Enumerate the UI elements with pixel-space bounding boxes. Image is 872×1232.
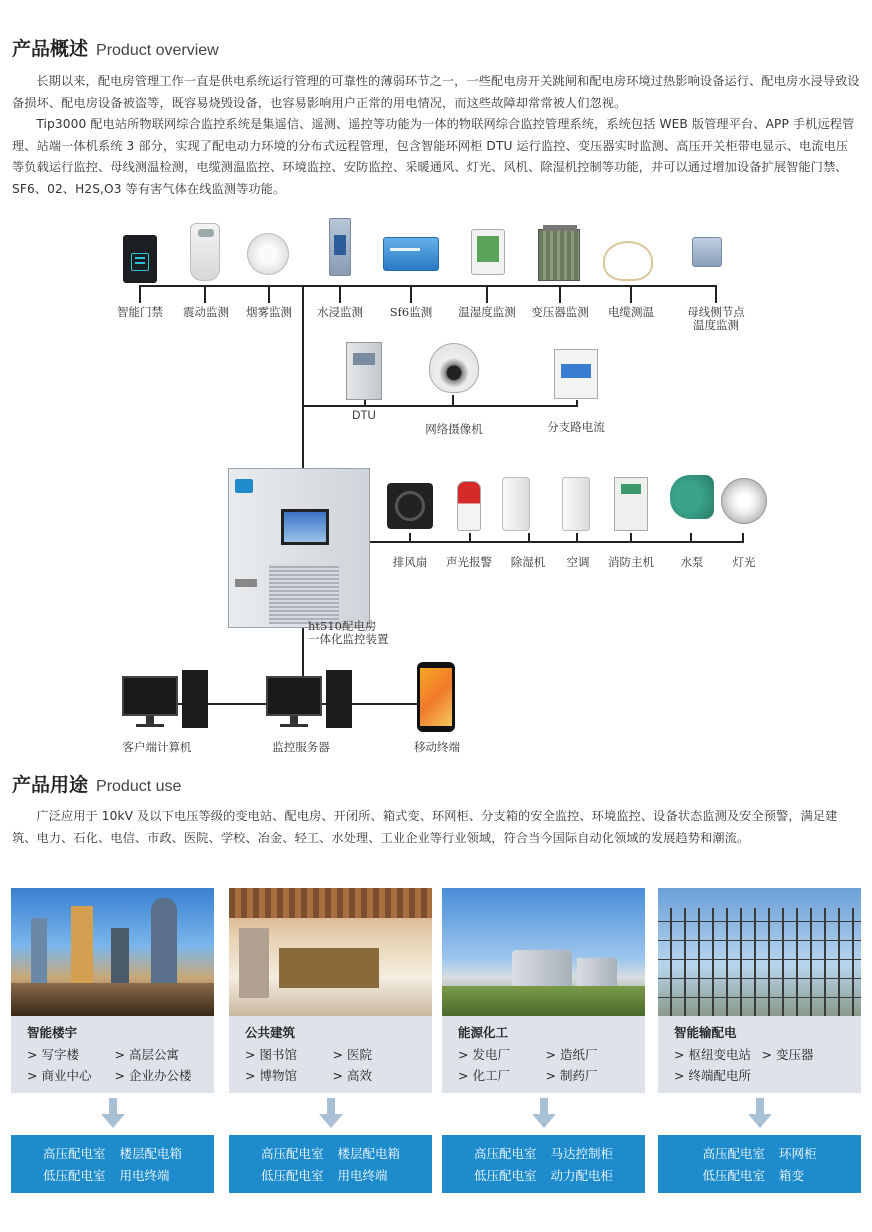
sf6-sensor-node [382,237,440,271]
card-item: > 高层公寓 [114,1047,179,1062]
box-item: 低压配电室 [42,1168,106,1183]
box-item: 高压配电室 [260,1146,324,1161]
overview-paragraph-2: Tip3000 配电站所物联网综合监控系统是集遥信、遥测、遥控等功能为一体的物联网综合监控管理系统，系统包括 WEB 版管理平台、APP 手机远程管理、站端一体机系统 3 部分，实现了配电动力环境的分布式远程管理，包含智能环网柜 DTU 运行监控、变压器实时监测、高压开关柜带电显示、电流电压等负载运行监控、母线测温检测，电缆测温监控、环境监控、安防监控、采暖通风、灯光、风机、除湿机控制等功能，并可以通过增加设备扩展智能门禁、SF6、02、H2S,O3 等有害气体在线监测等功能。 [12,117,855,196]
down-arrow-icon [101,1098,125,1128]
access-control-node [114,235,166,283]
overview-heading [12,34,219,61]
chemical-plant-photo [442,888,645,1016]
overview-title-cn: 产品概述 [12,38,89,60]
overview-title-en: Product overview [96,42,219,59]
label-sf6: Sf6监测 [389,305,433,319]
label-fire-host: 消防主机 [608,555,654,569]
card-item: > 高效 [332,1068,372,1083]
system-diagram [0,215,872,760]
box-item: 低压配电室 [260,1168,324,1183]
alarm-icon [457,481,481,531]
transformer-node [537,229,581,281]
label-access-control: 智能门禁 [117,305,163,319]
box-item: 楼层配电箱 [337,1146,401,1161]
use-paragraph: 广泛应用于 10kV 及以下电压等级的变电站、配电房、开闭所、箱式变、环网柜、分支箱的安全监控、环境监控、设备状态监测及安全预警，满足建筑、电力、石化、电信、市政、医院、学校、冶金、轻工、水处理、工业企业等行业领域，符合当今国际自动化领域的发展趋势和潮流。 [12,809,838,845]
water-pump-node [668,475,716,519]
touch-screen [281,509,329,545]
label-client-computer: 客户端计算机 [122,740,192,754]
card-item: > 造纸厂 [545,1047,598,1062]
box-item: 低压配电室 [473,1168,537,1183]
box-item: 动力配电柜 [550,1168,614,1183]
label-air-conditioner: 空调 [566,555,590,569]
water-sensor-icon [329,218,351,276]
box-item: 箱变 [779,1168,805,1183]
fire-host-node [612,477,650,531]
cable-temp-node [600,241,656,281]
substation-photo [658,888,861,1016]
label-busbar-2: 温度监测 [693,318,739,332]
box-item: 高压配电室 [42,1146,106,1161]
label-server: 监控服务器 [272,740,330,754]
box-item: 马达控制柜 [550,1146,614,1161]
label-device-2: 一体化监控装置 [308,632,389,646]
box-item: 低压配电室 [702,1168,765,1183]
distribution-box-smart-building [11,1135,214,1193]
label-branch-current: 分支路电流 [547,420,605,434]
lamp-node [720,478,768,524]
client-computer-icon [122,670,212,730]
branch-current-node [540,349,612,434]
label-smoke: 烟雾监测 [246,305,292,319]
server-icon [266,670,356,730]
temp-humidity-node [470,229,506,275]
use-heading [12,770,181,797]
card-title: 智能楼宇 [27,1025,78,1040]
label-transformer: 变压器监测 [531,305,589,319]
card-smart-transmission [658,888,861,1093]
card-item: > 制药厂 [545,1068,598,1083]
overview-paragraph-1: 长期以来，配电房管理工作一直是供电系统运行管理的可靠性的薄弱环节之一，一些配电房开关跳闸和配电房环境过热影响设备运行、配电房水浸导致设备损坏、配电房设备被盗等，既容易烧毁设备，也容易影响用户正常的用电情况，而这些故障却常常被人们忽视。 [12,74,860,110]
card-item: > 发电厂 [458,1047,510,1062]
alarm-node [454,481,484,531]
card-item: > 化工厂 [458,1068,510,1083]
label-mobile-terminal: 移动终端 [414,740,460,754]
busbar-temp-node [676,237,738,267]
card-energy-chemical [442,888,645,1093]
distribution-box-energy-chemical [442,1135,645,1193]
box-item: 用电终端 [119,1168,170,1183]
cable-temp-icon [603,241,653,281]
card-item: > 枢纽变电站 [674,1047,751,1062]
card-item: > 博物馆 [245,1068,297,1083]
label-busbar-1: 母线侧节点 [687,305,745,319]
card-item [762,1066,850,1084]
label-water: 水浸监测 [317,305,363,319]
card-public-building [229,888,432,1093]
label-dehumidifier: 除湿机 [510,555,546,569]
access-control-icon [123,235,157,283]
library-photo [229,888,432,1016]
card-item: > 医院 [332,1047,372,1062]
air-conditioner-icon [562,477,590,531]
box-item: 用电终端 [337,1168,388,1183]
use-title-cn: 产品用途 [12,774,89,796]
fan-icon [387,483,433,529]
card-title: 智能输配电 [674,1025,737,1040]
mobile-terminal-icon [417,662,455,732]
down-arrow-icon [748,1098,772,1128]
busbar-temp-icon [692,237,722,267]
distribution-box-public-building [229,1135,432,1193]
use-title-en: Product use [96,778,182,795]
exhaust-fan-node [386,483,434,529]
label-exhaust-fan: 排风扇 [392,555,428,569]
down-arrow-icon [319,1098,343,1128]
water-pump-icon [670,475,714,519]
dtu-node [340,342,388,423]
box-item: 环网柜 [779,1146,817,1161]
dehumidifier-node [500,477,532,531]
box-item: 楼层配电箱 [119,1146,183,1161]
down-arrow-icon [532,1098,556,1128]
card-item: > 图书馆 [245,1047,297,1062]
smoke-detector-node [245,233,291,275]
distribution-box-smart-transmission [658,1135,861,1193]
lamp-icon [721,478,767,524]
label-temp-humidity: 温湿度监测 [458,305,516,319]
air-conditioner-node [560,477,592,531]
label-dtu: DTU [352,410,376,422]
water-sensor-node [326,218,354,276]
card-title: 能源化工 [458,1025,509,1040]
logo-icon [235,479,253,493]
fire-host-icon [614,477,648,531]
dehumidifier-icon [502,477,530,531]
box-item: 高压配电室 [473,1146,537,1161]
label-camera: 网络摄像机 [425,422,483,436]
dtu-cabinet-icon [346,342,382,400]
card-smart-building [11,888,214,1093]
sf6-sensor-icon [383,237,439,271]
smoke-detector-icon [247,233,289,275]
breaker-icon [554,349,598,399]
label-alarm: 声光报警 [446,555,492,569]
box-item: 高压配电室 [702,1146,765,1161]
card-title: 公共建筑 [245,1025,296,1040]
label-device-1: ht510配电房 [308,619,377,633]
card-item: > 写字楼 [27,1047,79,1062]
card-item: > 企业办公楼 [114,1068,192,1083]
camera-icon [429,343,479,393]
card-item: > 变压器 [761,1047,814,1062]
transformer-icon [538,229,580,281]
vibration-sensor-icon [190,223,220,281]
camera-node [420,343,488,436]
label-cable-temp: 电缆测温 [608,305,654,319]
city-skyline-photo [11,888,214,1016]
card-item: > 终端配电所 [674,1068,751,1083]
label-vibration: 震动监测 [183,305,229,319]
label-lamp: 灯光 [732,555,756,569]
vibration-sensor-node [184,223,226,281]
temp-humidity-icon [471,229,505,275]
label-water-pump: 水泵 [680,555,704,569]
card-item: > 商业中心 [27,1068,92,1083]
monitoring-device [228,468,370,628]
